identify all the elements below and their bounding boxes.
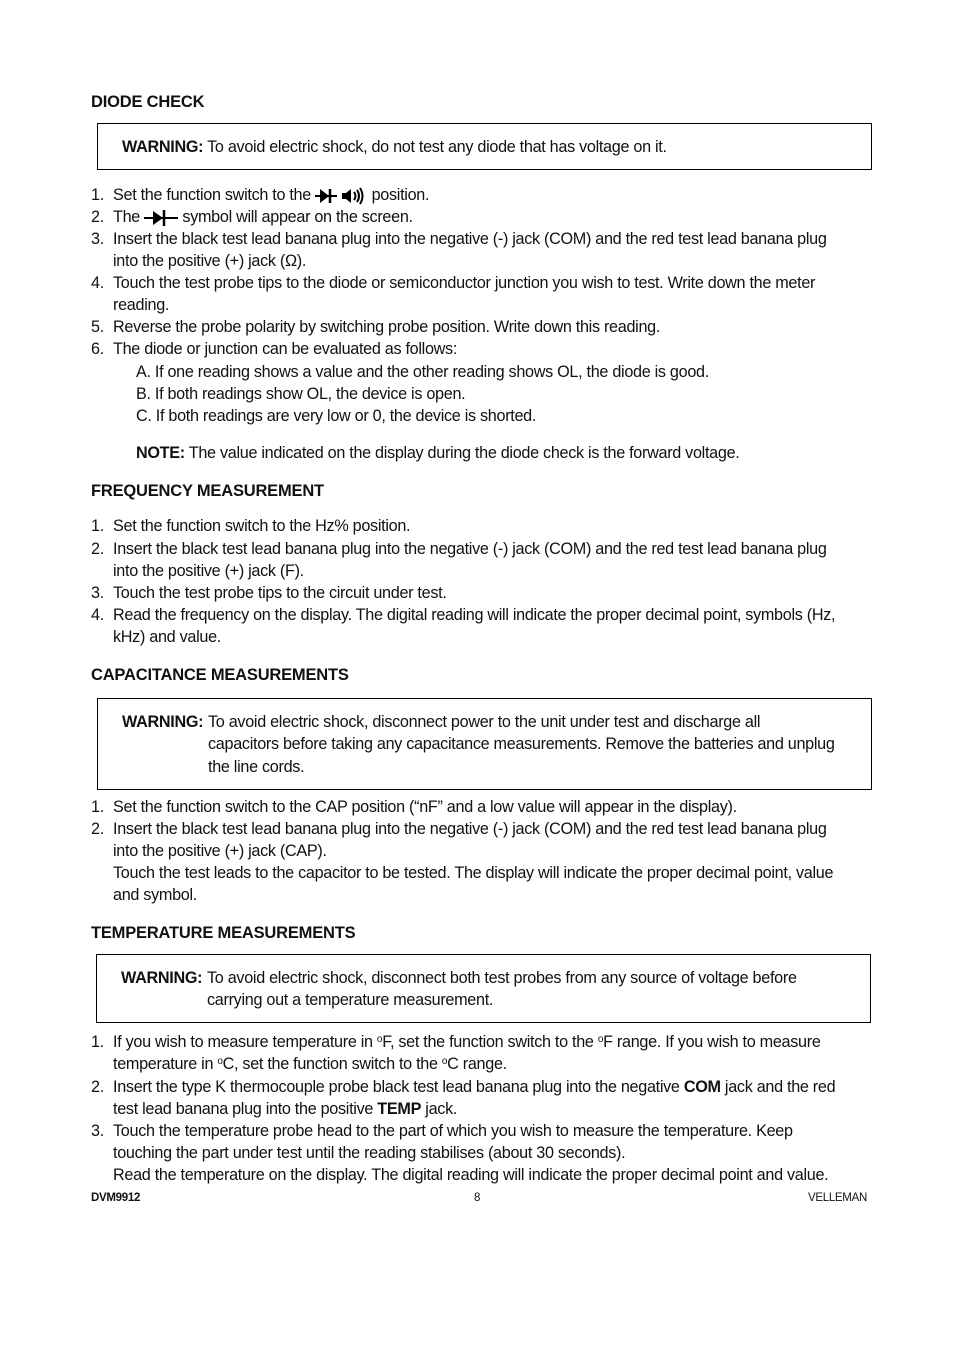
footer-model: DVM9912 bbox=[91, 1192, 141, 1204]
capacitance-heading: CAPACITANCE MEASUREMENTS bbox=[91, 666, 349, 684]
note-text: The value indicated on the display during the diode check is the forward voltage. bbox=[188, 444, 740, 462]
evaluation-b: B. If both readings show OL, the device is open. bbox=[136, 385, 466, 403]
diode-warning bbox=[122, 136, 667, 158]
diode-icon bbox=[315, 187, 337, 205]
frequency-heading: FREQUENCY MEASUREMENT bbox=[91, 482, 324, 500]
footer-brand: VELLEMAN bbox=[808, 1192, 867, 1204]
warning-label: WARNING: bbox=[121, 969, 203, 987]
com-jack-label: COM bbox=[683, 1078, 721, 1096]
warning-label: WARNING: bbox=[122, 713, 204, 731]
diode-icon bbox=[144, 209, 178, 227]
diode-warning-box bbox=[97, 123, 872, 170]
footer-page-number: 8 bbox=[474, 1192, 481, 1204]
temperature-warning-box: WARNING: To avoid electric shock, disconnect both test probes from any source of voltage before carrying out a temperature measurement. bbox=[96, 954, 871, 1023]
temp-jack-label: TEMP bbox=[377, 1100, 422, 1118]
manual-page: DIODE CHECK WARNING: To avoid electric shock, do not test any diode that has voltage on it. 1. Set the function switch to the position. 2. The symbol will appear on the screen. 3. Insert the black test lead banana plug into the negative (-) jack (COM) and the red test lead banana plug into the positive (+) jack (Ω). 4. Touch the test probe tips to the diode or semiconductor junction you wish to test. Write down the meter reading. 5. Reverse the probe polarity by switching probe position. Write down this reading. 6. The diode or junction can be evaluated as follows: A. If one reading shows a value and the other reading shows OL, the diode is good. B. If both readings show OL, the device is open. C. If both readings are very low or 0, the device is shorted. NOTE: The value indicated on the display during the diode check is the forward voltage. FREQUENCY MEASUREMENT 1. Set the function switch to the Hz% position. 2. Insert the black test lead banana plug into the negative (-) jack (COM) and the red test lead banana plug into the positive (+) jack (F). 3. Touch the test probe tips to the circuit under test. 4. Read the frequency on the display. The digital reading will indicate the proper decimal point, symbols (Hz, kHz) and value. CAPACITANCE MEASUREMENTS WARNING: To avoid electric shock, disconnect power to the unit under test and discharge all capacitors before taking any capacitance measurements. Remove the batteries and unplug the line cords. 1. Set the function switch to the CAP position (“nF” and a low value will appear in the display). 2. Insert the black test lead banana plug into the negative (-) jack (COM) and the red test lead banana plug into the positive (+) jack (CAP). Touch the test leads to the capacitor to be tested. The display will indicate the proper decimal point, value and symbol. TEMPERATURE MEASUREMENTS WARNING: To avoid electric shock, disconnect both test probes from any source of voltage before carrying out a temperature measurement. 1. If you wish to measure temperature in $^o$F, set the function switch to the $^o$F range. If you wish to measure temperature in $^o$C, set the function switch to the $^o$C range. 2. Insert the type K thermocouple probe black test lead banana plug into the negative COM jack and the red test lead banana plug into the positive TEMP jack. 3. Touch the temperature probe head to the part of which you wish to measure the temperature. Keep touching the part under test until the reading stabilises (about 30 seconds). Read the temperature on the display. The digital reading will indicate the proper decimal point and value. DVM9912 8 VELLEMAN bbox=[0, 0, 954, 1350]
diode-note bbox=[136, 442, 739, 464]
sound-icon bbox=[341, 186, 367, 206]
note-label: NOTE: bbox=[136, 444, 185, 462]
diode-check-heading: DIODE CHECK bbox=[91, 93, 205, 111]
evaluation-a: A. If one reading shows a value and the other reading shows OL, the diode is good. bbox=[136, 363, 709, 381]
capacitance-warning-box: WARNING: To avoid electric shock, disconnect power to the unit under test and discharge all capacitors before taking any capacitance measurements. Remove the batteries and unplug the line cords. bbox=[97, 698, 872, 790]
evaluation-c: C. If both readings are very low or 0, the device is shorted. bbox=[136, 407, 537, 425]
warning-label: WARNING: bbox=[122, 138, 204, 156]
temperature-heading: TEMPERATURE MEASUREMENTS bbox=[91, 924, 356, 942]
warning-text: To avoid electric shock, do not test any diode that has voltage on it. bbox=[207, 138, 667, 156]
